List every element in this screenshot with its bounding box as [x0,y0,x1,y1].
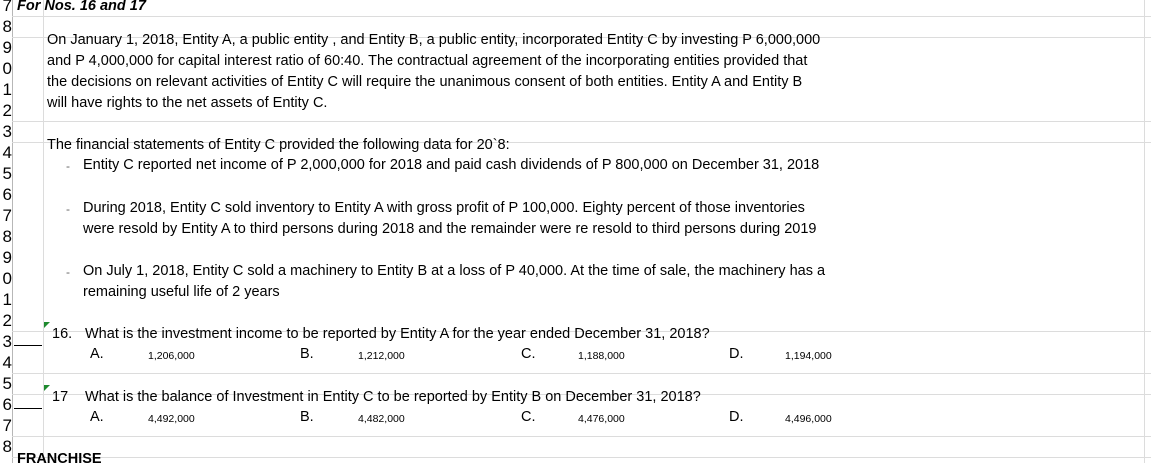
row-gridline [12,457,1151,458]
choice-value[interactable]: 4,492,000 [148,413,195,425]
row-number[interactable]: 2 [2,311,12,330]
bullet-line[interactable]: During 2018, Entity C sold inventory to Entity A with gross profit of P 100,000. Eighty percent of those inventories [83,200,805,216]
row-number[interactable]: 6 [2,185,12,204]
row-number[interactable]: 8 [2,227,12,246]
comment-marker-icon[interactable] [44,322,50,328]
row-number[interactable]: 4 [2,353,12,372]
row-number[interactable]: 9 [2,38,12,57]
answer-underline [14,408,42,409]
row-number[interactable]: 9 [2,248,12,267]
row-number[interactable]: 1 [2,80,12,99]
choice-letter[interactable]: B. [300,346,314,362]
row-gridline [12,16,1151,17]
question-text[interactable]: What is the investment income to be reported by Entity A for the year ended December 31, 2018? [85,326,710,342]
paragraph-intro[interactable]: The financial statements of Entity C provided the following data for 20`8: [47,137,510,153]
row-number[interactable]: 3 [2,332,12,351]
row-header-column [0,0,12,463]
row-number[interactable]: 7 [2,416,12,435]
choice-letter[interactable]: A. [90,409,104,425]
paragraph-line[interactable]: the decisions on relevant activities of Entity C will require the unanimous consent of both entities. Entity A and Entity B [47,74,803,90]
question-number[interactable]: 17 [52,389,69,405]
paragraph-line[interactable]: will have rights to the net assets of Entity C. [47,95,328,111]
choice-value[interactable]: 4,482,000 [358,413,405,425]
choice-value[interactable]: 4,496,000 [785,413,832,425]
choice-letter[interactable]: D. [729,409,744,425]
bullet-dash: - [66,265,70,279]
choice-value[interactable]: 1,188,000 [578,350,625,362]
row-number[interactable]: 4 [2,143,12,162]
row-number[interactable]: 2 [2,101,12,120]
row-gridline [12,121,1151,122]
question-text[interactable]: What is the balance of Investment in Entity C to be reported by Entity B on December 31, 2018? [85,389,701,405]
question-number[interactable]: 16. [52,326,73,342]
row-number[interactable]: 8 [2,437,12,456]
paragraph-line[interactable]: and P 4,000,000 for capital interest ratio of 60:40. The contractual agreement of the incorporating entities provided that [47,53,808,69]
bullet-line[interactable]: were resold by Entity A to third persons during 2018 and the remainder were re resold to third persons during 2019 [83,221,817,237]
row-number[interactable]: 3 [2,122,12,141]
choice-value[interactable]: 1,206,000 [148,350,195,362]
row-number[interactable]: 5 [2,374,12,393]
row-number[interactable]: 7 [2,206,12,225]
row-gridline [12,373,1151,374]
choice-value[interactable]: 1,194,000 [785,350,832,362]
row-gridline [12,436,1151,437]
section-header[interactable]: For Nos. 16 and 17 [17,0,146,14]
row-number[interactable]: 0 [2,59,12,78]
answer-underline [14,345,42,346]
paragraph-line[interactable]: On January 1, 2018, Entity A, a public entity , and Entity B, a public entity, incorporated Entity C by investing P 6,000,000 [47,32,821,48]
bullet-line[interactable]: On July 1, 2018, Entity C sold a machinery to Entity B at a loss of P 40,000. At the time of sale, the machinery has a [83,263,826,279]
row-number[interactable]: 8 [2,17,12,36]
bullet-line[interactable]: Entity C reported net income of P 2,000,000 for 2018 and paid cash dividends of P 800,000 on December 31, 2018 [83,157,820,173]
bullet-line[interactable]: remaining useful life of 2 years [83,284,280,300]
choice-letter[interactable]: C. [521,346,536,362]
choice-value[interactable]: 4,476,000 [578,413,625,425]
comment-marker-icon[interactable] [44,385,50,391]
choice-letter[interactable]: C. [521,409,536,425]
row-number[interactable]: 1 [2,290,12,309]
choice-letter[interactable]: A. [90,346,104,362]
row-number[interactable]: 5 [2,164,12,183]
choice-value[interactable]: 1,212,000 [358,350,405,362]
choice-letter[interactable]: B. [300,409,314,425]
row-number[interactable]: 7 [2,0,12,15]
row-number[interactable]: 0 [2,269,12,288]
row-number[interactable]: 6 [2,395,12,414]
franchise-section-label[interactable]: FRANCHISE [17,451,102,467]
bullet-dash: - [66,202,70,216]
choice-letter[interactable]: D. [729,346,744,362]
bullet-dash: - [66,159,70,173]
